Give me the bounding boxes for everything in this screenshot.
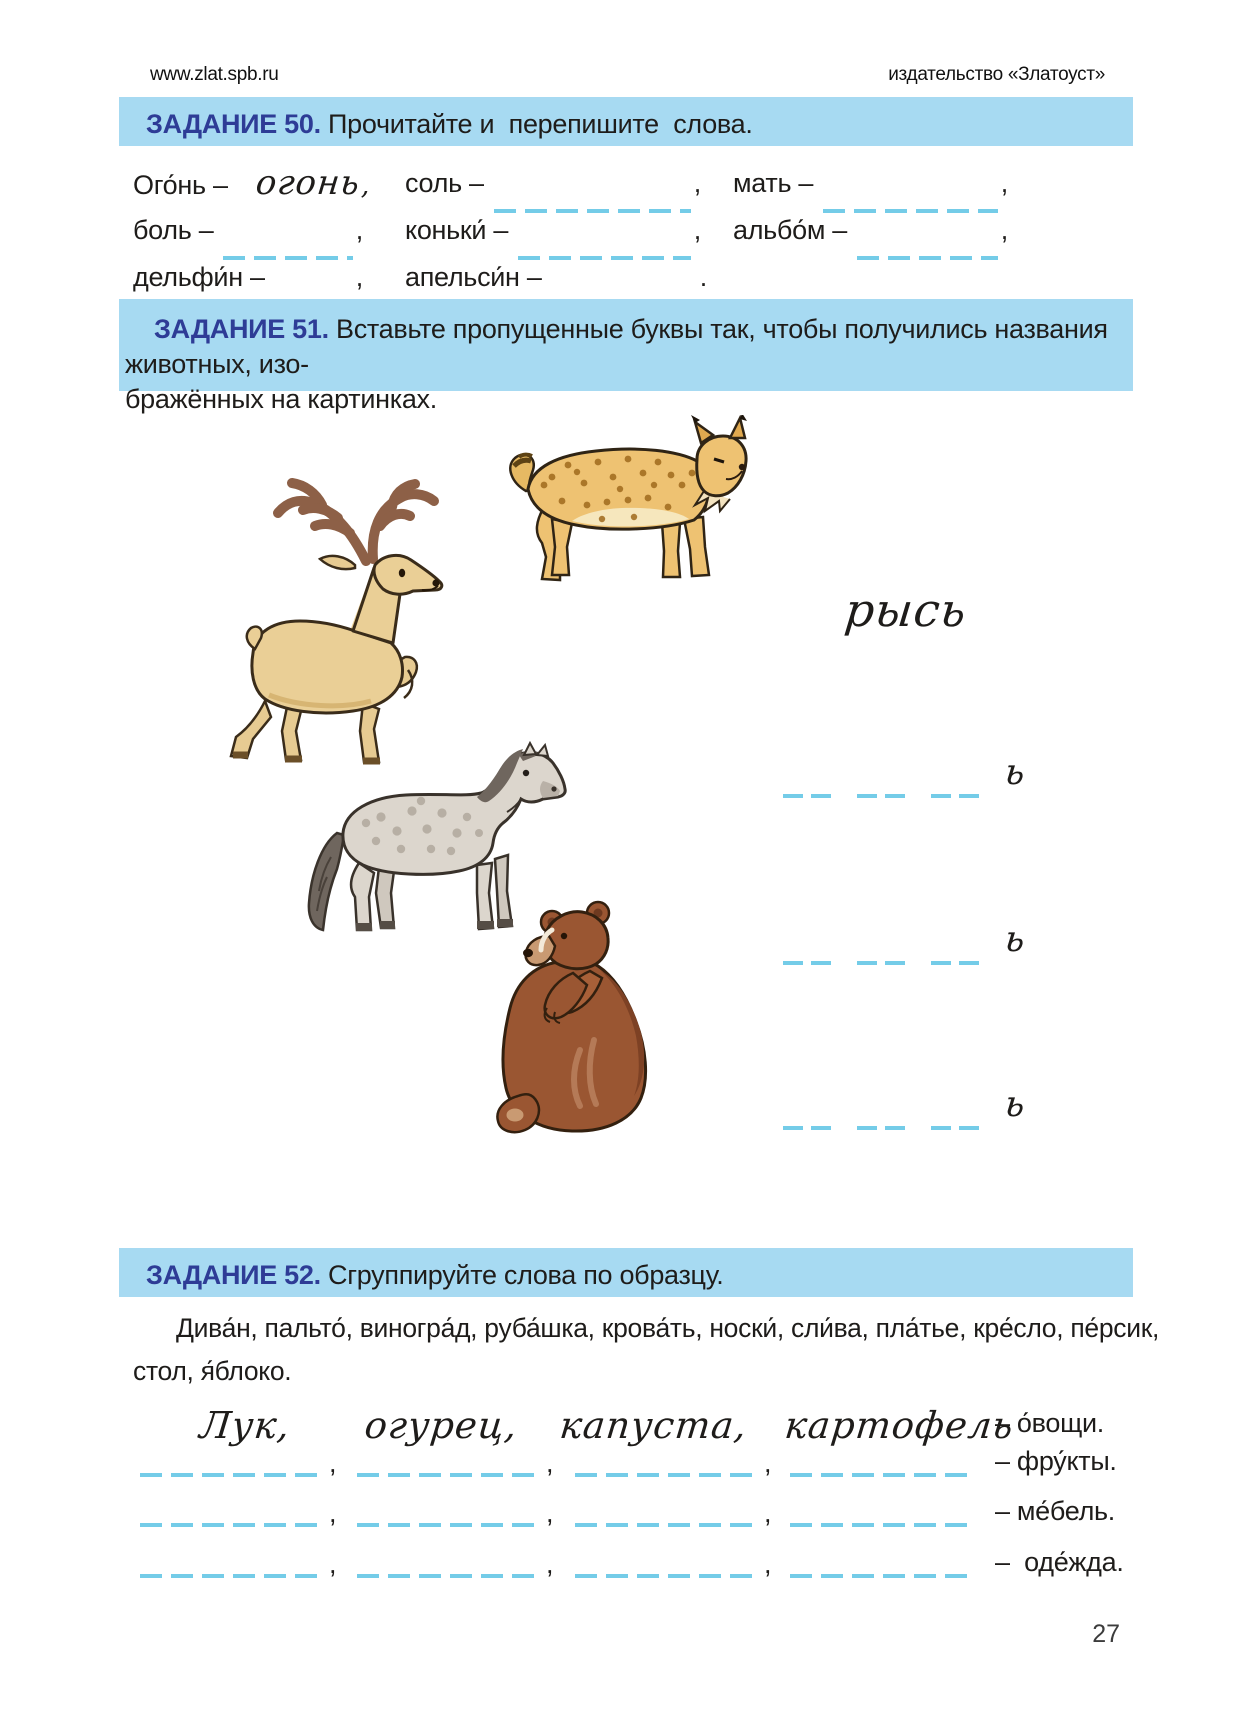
- word-row: [133, 215, 1134, 262]
- punctuation: ,: [355, 215, 363, 245]
- task50-instruction: Прочитайте и перепишите слова.: [328, 109, 753, 139]
- category-label-vegetables: – о́вощи.: [995, 1408, 1104, 1438]
- handwritten-answer: огонь: [253, 163, 362, 203]
- answer-blank[interactable]: [518, 230, 691, 260]
- task52-number: ЗАДАНИЕ 52.: [146, 1260, 321, 1290]
- letter-blank[interactable]: [783, 1092, 831, 1130]
- comma-separator: ,: [764, 1549, 772, 1579]
- letter-blank[interactable]: [857, 1092, 905, 1130]
- furniture-row: [133, 1487, 1143, 1531]
- comma-separator: ,: [329, 1498, 337, 1528]
- punctuation: .: [699, 262, 707, 292]
- punctuation: ,: [693, 168, 701, 198]
- punctuation: ,: [1000, 215, 1008, 245]
- task51-instruction-line2: бражённых на картинках.: [125, 384, 437, 414]
- letter-blank[interactable]: [931, 927, 979, 965]
- task52-header-box: [119, 1248, 1133, 1297]
- word-label: Ого́нь –: [133, 170, 228, 200]
- comma-separator: ,: [764, 1498, 772, 1528]
- site-url: www.zlat.spb.ru: [150, 64, 279, 85]
- word-label: мать –: [733, 168, 814, 198]
- answer-blank[interactable]: [357, 1447, 543, 1477]
- category-label-clothes: – оде́жда.: [995, 1547, 1124, 1577]
- answer-blank[interactable]: [857, 230, 998, 260]
- answer-blank[interactable]: [790, 1548, 976, 1578]
- letter-blank[interactable]: [857, 927, 905, 965]
- word-pair-albom: [733, 215, 1134, 262]
- word-pair-mat: [733, 168, 1134, 215]
- task52-word-list-line1: Дива́н, пальто́, виногра́д, руба́шка, крова́ть, носки́, сли́ва, пла́тье, кре́сло, пе́рсик,: [176, 1313, 1160, 1343]
- comma-separator: ,: [546, 1549, 554, 1579]
- task52-word-list-line2: стол, я́блоко.: [133, 1356, 292, 1386]
- answer-blank[interactable]: [575, 1548, 761, 1578]
- comma-separator: ,: [764, 1448, 772, 1478]
- word-label: дельфи́н –: [133, 262, 265, 292]
- example-word: Лук,: [197, 1404, 293, 1447]
- task51-instruction-line1: Вставьте пропущенные буквы так, чтобы получились названия животных, изо-: [125, 314, 1108, 379]
- word-label: апельси́н –: [405, 262, 542, 292]
- comma-separator: ,: [546, 1448, 554, 1478]
- comma-separator: ,: [329, 1549, 337, 1579]
- page-number: 27: [1092, 1620, 1120, 1648]
- task50-header-box: [119, 97, 1133, 146]
- word-label: боль –: [133, 215, 214, 245]
- letter-blank[interactable]: [931, 760, 979, 798]
- letter-blank[interactable]: [783, 760, 831, 798]
- letter-blank[interactable]: [783, 927, 831, 965]
- deer-illustration: [203, 473, 483, 768]
- category-label-fruits: – фру́кты.: [995, 1446, 1117, 1476]
- horse-name-blanks: [783, 919, 1028, 965]
- example-word: огурец,: [362, 1404, 520, 1447]
- lynx-answer-handwritten: рысь: [842, 583, 970, 637]
- word-label: соль –: [405, 168, 484, 198]
- answer-blank[interactable]: [494, 183, 691, 213]
- answer-blank[interactable]: [575, 1447, 761, 1477]
- answer-blank[interactable]: [140, 1497, 326, 1527]
- answer-blank[interactable]: [823, 183, 998, 213]
- task50-exercise: [133, 163, 1134, 309]
- answer-blank[interactable]: [140, 1447, 326, 1477]
- soft-sign-hint: ь: [1002, 752, 1028, 793]
- task51-header-box: [119, 299, 1133, 414]
- answer-blank[interactable]: [223, 230, 352, 260]
- clothes-row: [133, 1538, 1143, 1582]
- publisher-name: издательство «Златоуст»: [888, 64, 1105, 85]
- lynx-illustration: [492, 415, 750, 595]
- task50-number: ЗАДАНИЕ 50.: [146, 109, 321, 139]
- word-pair-sol: [405, 168, 733, 215]
- answer-blank[interactable]: [790, 1447, 976, 1477]
- punctuation: ,: [360, 170, 371, 201]
- task52-instruction: Сгруппируйте слова по образцу.: [328, 1260, 724, 1290]
- word-row: [133, 163, 1134, 215]
- bear-illustration: [460, 900, 672, 1140]
- category-label-furniture: – ме́бель.: [995, 1496, 1115, 1526]
- answer-blank[interactable]: [357, 1548, 543, 1578]
- fruits-row: [133, 1437, 1143, 1481]
- bear-name-blanks: [783, 1084, 1028, 1130]
- example-word: картофель: [782, 1404, 1017, 1447]
- example-word: капуста,: [557, 1404, 750, 1447]
- comma-separator: ,: [546, 1498, 554, 1528]
- punctuation: ,: [1000, 168, 1008, 198]
- answer-blank[interactable]: [790, 1497, 976, 1527]
- punctuation: ,: [355, 262, 363, 292]
- deer-name-blanks: [783, 752, 1028, 798]
- task51-number: ЗАДАНИЕ 51.: [154, 314, 329, 344]
- word-pair-ogon: [133, 163, 405, 215]
- punctuation: ,: [693, 215, 701, 245]
- comma-separator: ,: [329, 1448, 337, 1478]
- word-pair-konki: [405, 215, 733, 262]
- answer-blank[interactable]: [575, 1497, 761, 1527]
- letter-blank[interactable]: [857, 760, 905, 798]
- answer-blank[interactable]: [357, 1497, 543, 1527]
- soft-sign-hint: ь: [1002, 919, 1028, 960]
- word-label: альбо́м –: [733, 215, 847, 245]
- answer-blank[interactable]: [140, 1548, 326, 1578]
- soft-sign-hint: ь: [1002, 1084, 1028, 1125]
- word-label: коньки́ –: [405, 215, 509, 245]
- word-pair-bol: [133, 215, 405, 262]
- letter-blank[interactable]: [931, 1092, 979, 1130]
